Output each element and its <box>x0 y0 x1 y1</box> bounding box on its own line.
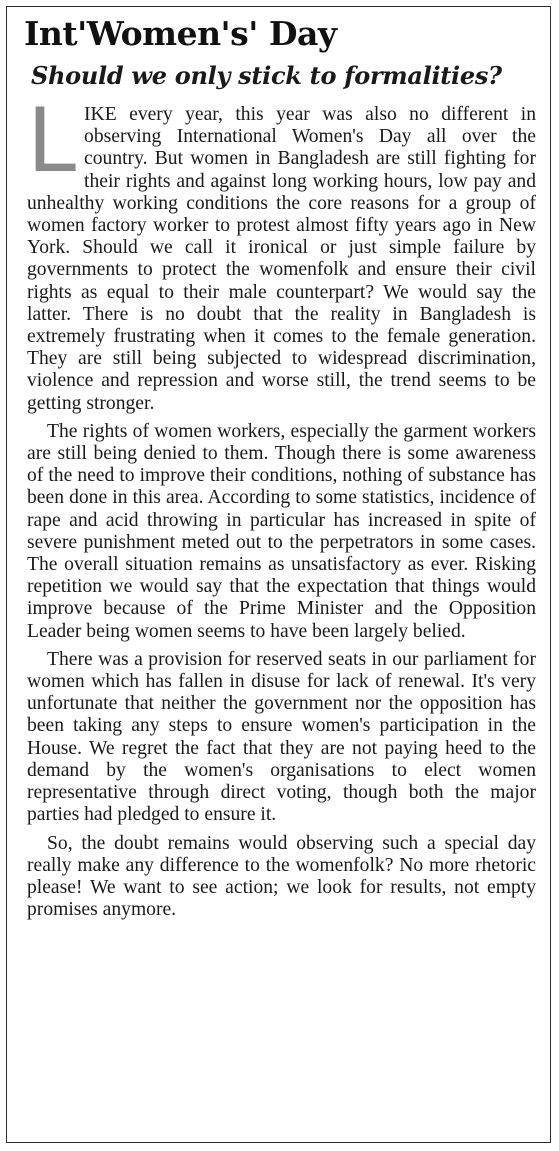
article-body <box>27 89 536 921</box>
subhead: Should we only stick to formalities? <box>31 61 502 90</box>
paragraph-4: So, the doubt remains would observing such a special day really make any difference to the womenfolk? No more rhetoric please! We want to see action; we look for results, not empty promises anymore. <box>27 832 536 921</box>
headline: Int'Women's' Day <box>24 14 337 53</box>
paragraph-3: There was a provision for reserved seats in our parliament for women which has fallen in disuse for lack of renewal. It's very unfortunate that neither the government nor the opposition has been taking any steps to ensure women's participation in the House. We regret the fact that they are not paying heed to the demand by the women's organisations to elect women representative through direct voting, though both the major parties had pledged to ensure it. <box>27 648 536 826</box>
drop-cap: L <box>27 89 77 192</box>
paragraph-1 <box>27 89 536 415</box>
paragraph-1-text: IKE every year, this year was also no different in observing International Women's Day all over the country. But women in Bangladesh are still fighting for their rights and against long working hours, low pay and unhealthy working conditions the core reasons for a group of women factory worker to protest almost fifty years ago in New York. Should we call it ironical or just simple failure by governments to protect the womenfolk and ensure their civil rights as equal to their male counterpart? We would say the latter. There is no doubt that the reality in Bangladesh is extremely frustrating when it comes to the female generation. They are still being subjected to widespread discrimination, violence and repression and worse still, the trend seems to be getting stronger. <box>27 104 536 414</box>
paragraph-2: The rights of women workers, especially the garment workers are still being denied to them. Though there is some awareness of the need to improve their conditions, nothing of substance has been done in this area. According to some statistics, incidence of rape and acid throwing in particular has increased in spite of severe punishment meted out to the perpetrators in some cases. The overall situation remains as unsatisfactory as ever. Risking repetition we would say that the expectation that things would improve because of the Prime Minister and the Opposition Leader being women seems to have been largely belied. <box>27 420 536 642</box>
